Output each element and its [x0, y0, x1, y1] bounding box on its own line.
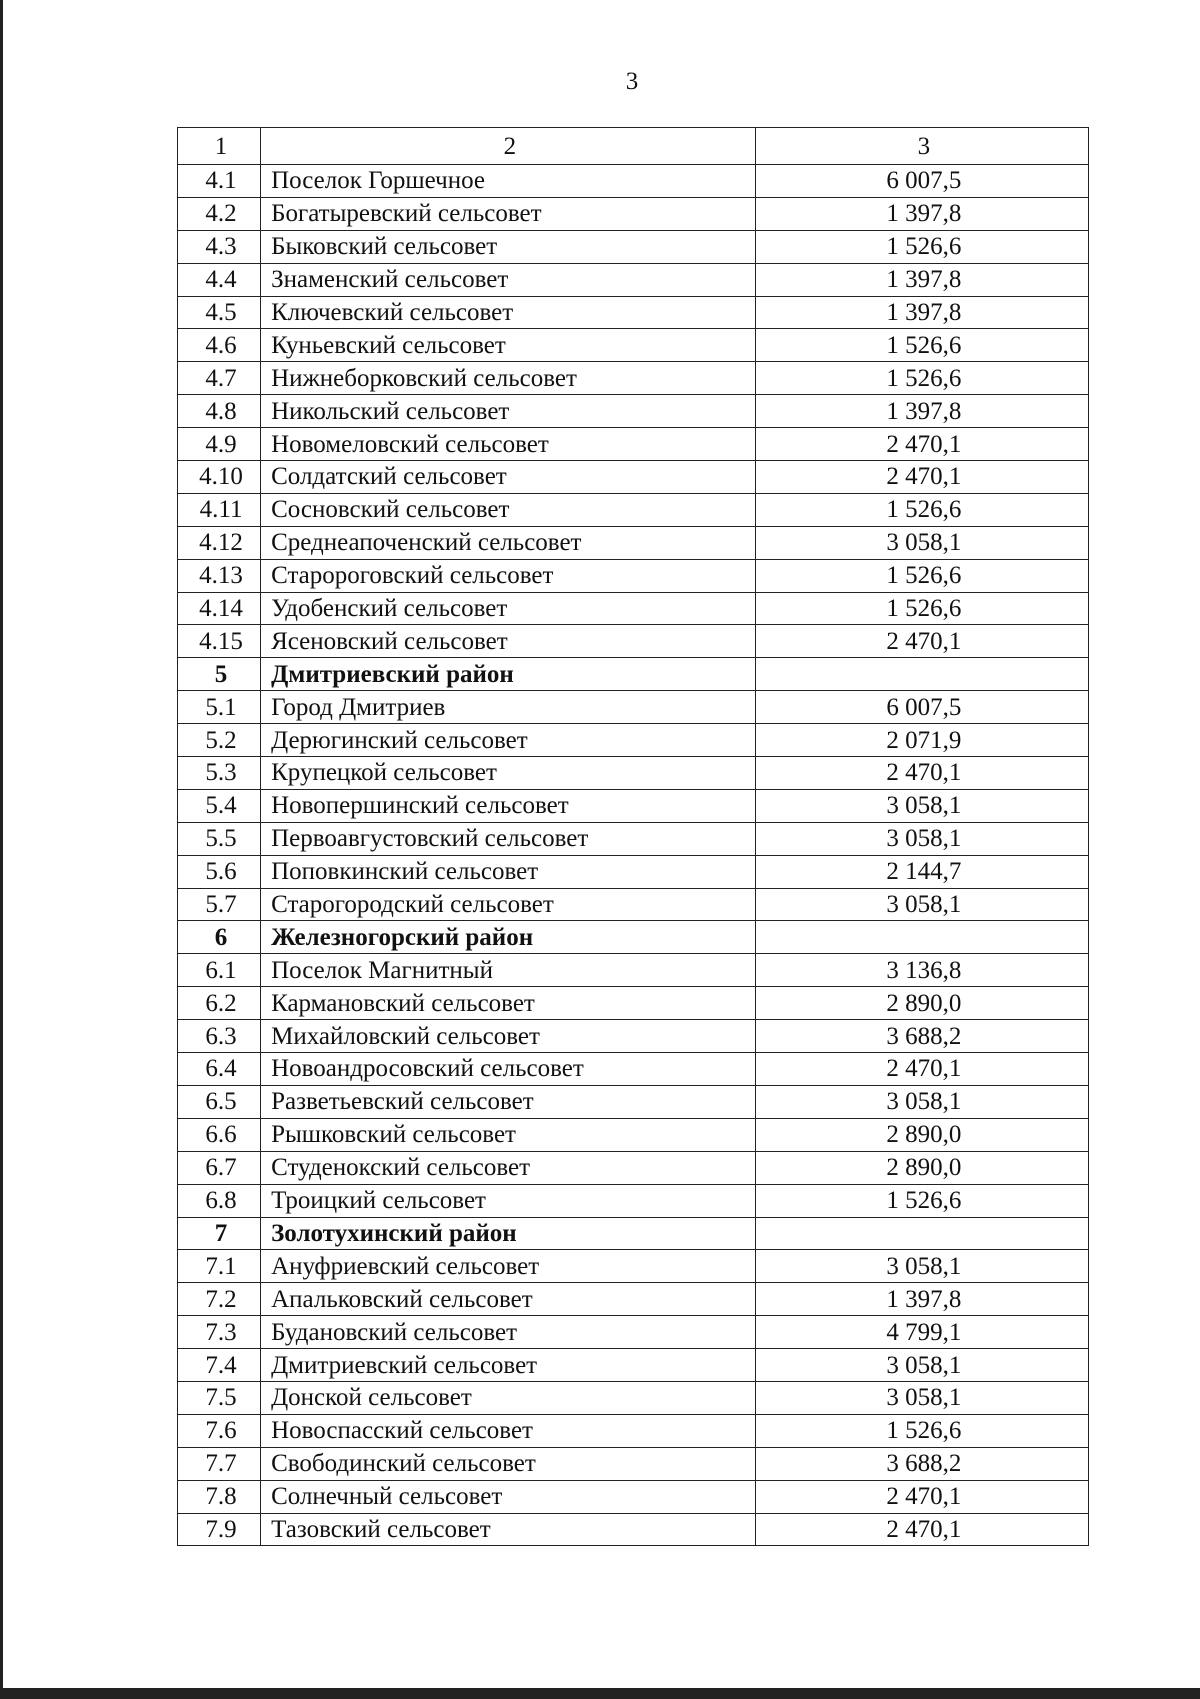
- table-row: [178, 1020, 1089, 1053]
- table-row: [178, 1151, 1089, 1184]
- row-name: Донской сельсовет: [261, 1381, 756, 1414]
- row-name: Дерюгинский сельсовет: [261, 724, 756, 757]
- table-row: [178, 757, 1089, 790]
- row-number: 5.4: [178, 789, 261, 822]
- row-number: 7.3: [178, 1316, 261, 1349]
- row-number: 6.2: [178, 987, 261, 1020]
- row-value: 4 799,1: [755, 1316, 1088, 1349]
- row-value: 1 397,8: [755, 296, 1088, 329]
- row-number: 6.7: [178, 1151, 261, 1184]
- table-row: [178, 165, 1089, 198]
- row-name: Тазовский сельсовет: [261, 1513, 756, 1546]
- row-number: 7.4: [178, 1349, 261, 1382]
- table-row: [178, 822, 1089, 855]
- row-name: Знаменский сельсовет: [261, 263, 756, 296]
- district-header-row: [178, 921, 1089, 954]
- row-value: [755, 921, 1088, 954]
- table-row: [178, 1480, 1089, 1513]
- table-row: [178, 1316, 1089, 1349]
- row-number: 7.6: [178, 1414, 261, 1447]
- row-name: Первоавгустовский сельсовет: [261, 822, 756, 855]
- table-header-row: [178, 128, 1089, 165]
- row-number: 7.2: [178, 1283, 261, 1316]
- row-value: 3 058,1: [755, 526, 1088, 559]
- row-value: 3 058,1: [755, 888, 1088, 921]
- row-value: 2 470,1: [755, 1480, 1088, 1513]
- table-row: [178, 559, 1089, 592]
- row-name: Новоспасский сельсовет: [261, 1414, 756, 1447]
- scan-edge-bottom: [0, 1688, 1200, 1699]
- row-number: 6.5: [178, 1085, 261, 1118]
- row-number: 5.7: [178, 888, 261, 921]
- row-number: 7.8: [178, 1480, 261, 1513]
- row-name: Богатыревский сельсовет: [261, 197, 756, 230]
- table-row: [178, 296, 1089, 329]
- row-name: Быковский сельсовет: [261, 230, 756, 263]
- row-name: Сосновский сельсовет: [261, 493, 756, 526]
- table-row: [178, 1349, 1089, 1382]
- row-number: 4.2: [178, 197, 261, 230]
- row-value: 3 136,8: [755, 954, 1088, 987]
- row-value: 1 526,6: [755, 493, 1088, 526]
- table-row: [178, 1513, 1089, 1546]
- row-number: 4.7: [178, 362, 261, 395]
- row-name: Михайловский сельсовет: [261, 1020, 756, 1053]
- row-number: 4.8: [178, 395, 261, 428]
- row-name: Солнечный сельсовет: [261, 1480, 756, 1513]
- row-value: 3 688,2: [755, 1020, 1088, 1053]
- row-value: 2 470,1: [755, 1053, 1088, 1086]
- district-header-row: [178, 1217, 1089, 1250]
- row-value: 2 470,1: [755, 625, 1088, 658]
- row-number: 4.3: [178, 230, 261, 263]
- row-number: 6: [178, 921, 261, 954]
- row-number: 4.6: [178, 329, 261, 362]
- row-name: Старороговский сельсовет: [261, 559, 756, 592]
- scan-edge-left: [0, 0, 3, 1699]
- row-name: Студенокский сельсовет: [261, 1151, 756, 1184]
- row-name: Троицкий сельсовет: [261, 1184, 756, 1217]
- row-value: 2 470,1: [755, 428, 1088, 461]
- row-value: 3 058,1: [755, 789, 1088, 822]
- table-row: [178, 263, 1089, 296]
- table-row: [178, 1250, 1089, 1283]
- row-number: 7.7: [178, 1447, 261, 1480]
- row-name: Новоандросовский сельсовет: [261, 1053, 756, 1086]
- row-number: 4.10: [178, 461, 261, 494]
- row-number: 5.1: [178, 691, 261, 724]
- row-name: Солдатский сельсовет: [261, 461, 756, 494]
- row-value: 1 526,6: [755, 1184, 1088, 1217]
- table-row: [178, 592, 1089, 625]
- row-number: 6.4: [178, 1053, 261, 1086]
- row-value: 3 688,2: [755, 1447, 1088, 1480]
- row-name: Ключевский сельсовет: [261, 296, 756, 329]
- row-name: Среднеапоченский сельсовет: [261, 526, 756, 559]
- table-row: [178, 1184, 1089, 1217]
- row-number: 4.5: [178, 296, 261, 329]
- row-value: 1 526,6: [755, 1414, 1088, 1447]
- row-number: 6.1: [178, 954, 261, 987]
- header-col-3: 3: [755, 128, 1088, 165]
- table-row: [178, 362, 1089, 395]
- row-number: 5.3: [178, 757, 261, 790]
- row-value: 1 397,8: [755, 1283, 1088, 1316]
- table-row: [178, 1381, 1089, 1414]
- row-name: Старогородский сельсовет: [261, 888, 756, 921]
- row-value: [755, 658, 1088, 691]
- row-number: 4.4: [178, 263, 261, 296]
- row-name: Поселок Магнитный: [261, 954, 756, 987]
- table-row: [178, 987, 1089, 1020]
- row-value: 2 144,7: [755, 855, 1088, 888]
- row-number: 6.8: [178, 1184, 261, 1217]
- row-number: 4.9: [178, 428, 261, 461]
- row-value: 2 890,0: [755, 1118, 1088, 1151]
- row-value: 3 058,1: [755, 1349, 1088, 1382]
- district-header-row: [178, 658, 1089, 691]
- table-row: [178, 1053, 1089, 1086]
- table-row: [178, 625, 1089, 658]
- row-value: 3 058,1: [755, 1250, 1088, 1283]
- table-row: [178, 789, 1089, 822]
- header-col-1: 1: [178, 128, 261, 165]
- row-value: [755, 1217, 1088, 1250]
- row-number: 4.13: [178, 559, 261, 592]
- row-name: Рышковский сельсовет: [261, 1118, 756, 1151]
- row-number: 4.1: [178, 165, 261, 198]
- row-name: Апальковский сельсовет: [261, 1283, 756, 1316]
- row-value: 1 397,8: [755, 197, 1088, 230]
- row-name: Новомеловский сельсовет: [261, 428, 756, 461]
- row-name: Железногорский район: [261, 921, 756, 954]
- table-row: [178, 329, 1089, 362]
- header-col-2: 2: [261, 128, 756, 165]
- row-number: 4.14: [178, 592, 261, 625]
- table-row: [178, 1283, 1089, 1316]
- row-name: Дмитриевский сельсовет: [261, 1349, 756, 1382]
- row-value: 1 526,6: [755, 592, 1088, 625]
- row-value: 1 397,8: [755, 395, 1088, 428]
- row-name: Нижнеборковский сельсовет: [261, 362, 756, 395]
- row-value: 1 526,6: [755, 362, 1088, 395]
- row-name: Разветьевский сельсовет: [261, 1085, 756, 1118]
- row-number: 6.6: [178, 1118, 261, 1151]
- row-name: Куньевский сельсовет: [261, 329, 756, 362]
- row-number: 5.5: [178, 822, 261, 855]
- row-number: 7.5: [178, 1381, 261, 1414]
- row-value: 2 470,1: [755, 461, 1088, 494]
- row-value: 3 058,1: [755, 822, 1088, 855]
- row-value: 2 071,9: [755, 724, 1088, 757]
- row-number: 5.2: [178, 724, 261, 757]
- row-value: 3 058,1: [755, 1381, 1088, 1414]
- row-number: 7.1: [178, 1250, 261, 1283]
- table-row: [178, 197, 1089, 230]
- table-row: [178, 888, 1089, 921]
- table-row: [178, 395, 1089, 428]
- table-row: [178, 493, 1089, 526]
- page-number: 3: [625, 68, 639, 95]
- table-row: [178, 428, 1089, 461]
- row-name: Поселок Горшечное: [261, 165, 756, 198]
- row-name: Удобенский сельсовет: [261, 592, 756, 625]
- table-row: [178, 1414, 1089, 1447]
- table-row: [178, 954, 1089, 987]
- row-value: 1 526,6: [755, 559, 1088, 592]
- table-row: [178, 1118, 1089, 1151]
- row-number: 7: [178, 1217, 261, 1250]
- row-value: 2 890,0: [755, 1151, 1088, 1184]
- row-value: 1 397,8: [755, 263, 1088, 296]
- table-row: [178, 1447, 1089, 1480]
- table-row: [178, 461, 1089, 494]
- row-name: Поповкинский сельсовет: [261, 855, 756, 888]
- table-row: [178, 724, 1089, 757]
- table-row: [178, 230, 1089, 263]
- table-row: [178, 691, 1089, 724]
- row-name: Кармановский сельсовет: [261, 987, 756, 1020]
- table-row: [178, 526, 1089, 559]
- row-value: 2 470,1: [755, 757, 1088, 790]
- row-name: Золотухинский район: [261, 1217, 756, 1250]
- row-value: 2 890,0: [755, 987, 1088, 1020]
- row-number: 4.12: [178, 526, 261, 559]
- row-number: 7.9: [178, 1513, 261, 1546]
- row-name: Крупецкой сельсовет: [261, 757, 756, 790]
- row-name: Ануфриевский сельсовет: [261, 1250, 756, 1283]
- row-name: Свободинский сельсовет: [261, 1447, 756, 1480]
- row-number: 4.11: [178, 493, 261, 526]
- row-number: 5.6: [178, 855, 261, 888]
- row-name: Новопершинский сельсовет: [261, 789, 756, 822]
- row-value: 1 526,6: [755, 329, 1088, 362]
- data-table: [177, 127, 1089, 1546]
- row-number: 5: [178, 658, 261, 691]
- row-value: 6 007,5: [755, 691, 1088, 724]
- row-name: Ясеновский сельсовет: [261, 625, 756, 658]
- row-name: Город Дмитриев: [261, 691, 756, 724]
- row-value: 3 058,1: [755, 1085, 1088, 1118]
- row-name: Будановский сельсовет: [261, 1316, 756, 1349]
- row-value: 6 007,5: [755, 165, 1088, 198]
- row-name: Дмитриевский район: [261, 658, 756, 691]
- table-row: [178, 855, 1089, 888]
- table-row: [178, 1085, 1089, 1118]
- row-value: 2 470,1: [755, 1513, 1088, 1546]
- row-name: Никольский сельсовет: [261, 395, 756, 428]
- row-value: 1 526,6: [755, 230, 1088, 263]
- row-number: 4.15: [178, 625, 261, 658]
- row-number: 6.3: [178, 1020, 261, 1053]
